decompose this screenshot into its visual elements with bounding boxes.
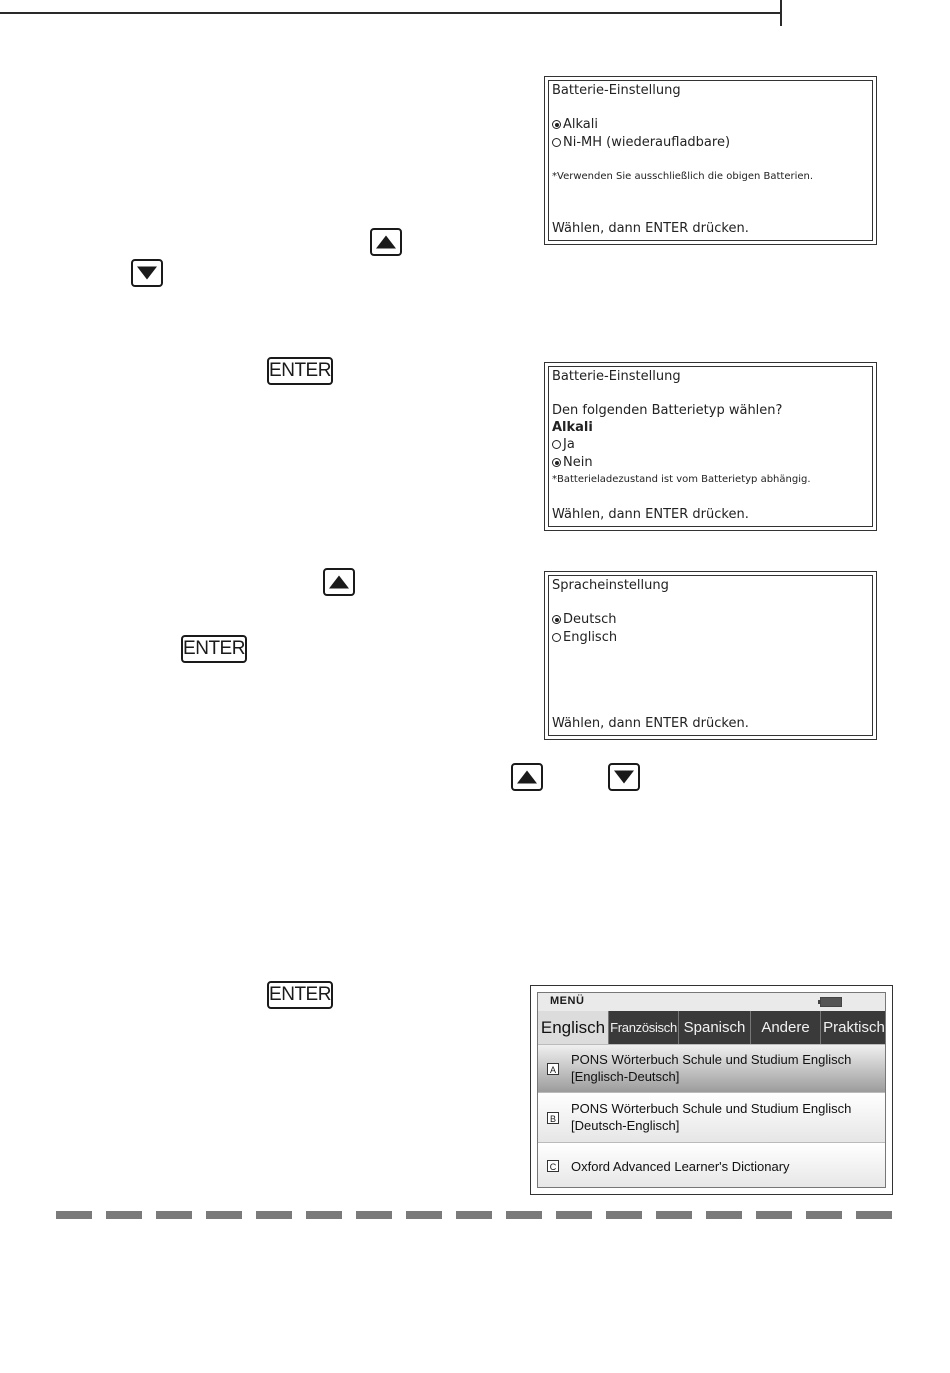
language-setting-screen [544, 571, 877, 740]
radio-option-nimh[interactable]: Ni-MH (wiederaufladbare) [552, 135, 730, 150]
screen-footer: Wählen, dann ENTER drücken. [552, 507, 749, 522]
dashed-separator [56, 1211, 896, 1219]
screen-note: *Verwenden Sie ausschließlich die obigen Batterien. [552, 171, 814, 182]
menu-item-line2: [Deutsch-Englisch] [571, 1118, 680, 1133]
screen-footer: Wählen, dann ENTER drücken. [552, 716, 749, 731]
top-rule-line [0, 12, 780, 14]
enter-key-icon: ENTER [267, 981, 333, 1009]
screen-footer: Wählen, dann ENTER drücken. [552, 221, 749, 236]
screen-title: Batterie-Einstellung [552, 83, 681, 98]
letter-badge: A [547, 1063, 559, 1075]
letter-badge: B [547, 1112, 559, 1124]
letter-badge: C [547, 1160, 559, 1172]
menu-item-line1: PONS Wörterbuch Schule und Studium Englisch [571, 1052, 852, 1067]
top-rule [0, 0, 950, 26]
radio-empty-icon [552, 440, 561, 449]
up-arrow-key-icon [511, 763, 543, 791]
radio-option-alkali[interactable]: Alkali [552, 117, 598, 132]
radio-option-englisch[interactable]: Englisch [552, 630, 617, 645]
menu-item-line1: Oxford Advanced Learner's Dictionary [571, 1159, 790, 1174]
enter-key-icon: ENTER [181, 635, 247, 663]
radio-selected-icon [552, 120, 561, 129]
down-arrow-key-icon [608, 763, 640, 791]
enter-key-icon: ENTER [267, 357, 333, 385]
tab-andere[interactable]: Andere [750, 1011, 820, 1044]
menu-item-c[interactable] [538, 1142, 885, 1188]
radio-empty-icon [552, 138, 561, 147]
radio-option-nein[interactable]: Nein [552, 455, 593, 470]
battery-confirm-screen [544, 362, 877, 531]
battery-type: Alkali [552, 420, 593, 435]
menu-title: MENÜ [550, 995, 585, 1007]
tab-franzoesisch[interactable]: Französisch [608, 1011, 678, 1044]
radio-empty-icon [552, 633, 561, 642]
radio-selected-icon [552, 615, 561, 624]
radio-option-deutsch[interactable]: Deutsch [552, 612, 617, 627]
screen-title: Batterie-Einstellung [552, 369, 681, 384]
battery-setting-screen [544, 76, 877, 245]
top-rule-tick [780, 0, 782, 26]
screen-question: Den folgenden Batterietyp wählen? [552, 403, 783, 418]
down-arrow-key-icon [131, 259, 163, 287]
radio-selected-icon [552, 458, 561, 467]
battery-icon [820, 997, 842, 1007]
menu-tabs [538, 1011, 885, 1044]
menu-item-a[interactable] [538, 1044, 885, 1092]
up-arrow-key-icon [370, 228, 402, 256]
screen-title: Spracheinstellung [552, 578, 669, 593]
menu-inner [537, 992, 886, 1188]
up-arrow-key-icon [323, 568, 355, 596]
menu-item-line2: [Englisch-Deutsch] [571, 1069, 680, 1084]
tab-englisch[interactable]: Englisch [538, 1011, 608, 1044]
menu-screen [530, 985, 893, 1195]
menu-titlebar [538, 993, 885, 1011]
tab-praktisch[interactable]: Praktisch [820, 1011, 886, 1044]
menu-item-line1: PONS Wörterbuch Schule und Studium Englisch [571, 1101, 852, 1116]
screen-note: *Batterieladezustand ist vom Batterietyp abhängig. [552, 474, 811, 485]
menu-item-b[interactable] [538, 1092, 885, 1142]
tab-spanisch[interactable]: Spanisch [678, 1011, 750, 1044]
radio-option-ja[interactable]: Ja [552, 437, 575, 452]
